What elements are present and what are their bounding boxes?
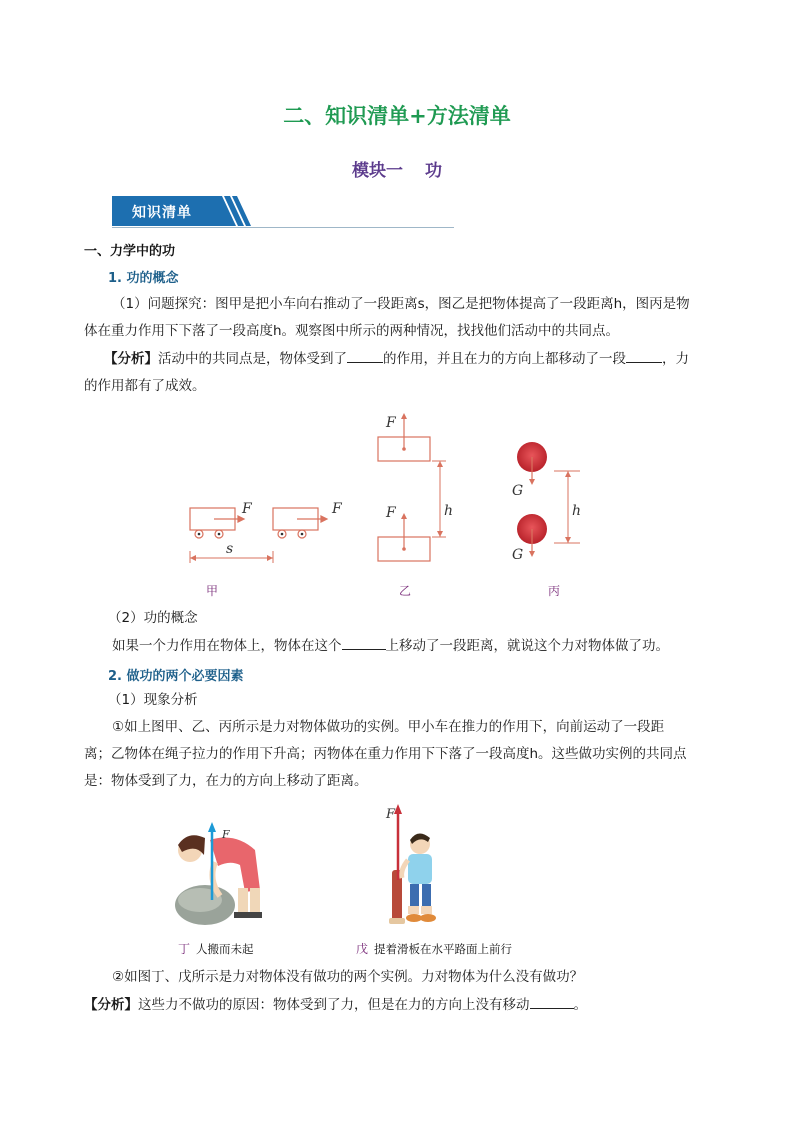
label-F-jia-2: F (332, 501, 342, 517)
blank-3 (342, 635, 386, 650)
section-heading: 一、力学中的功 (84, 244, 176, 259)
paragraph-work-definition (112, 633, 732, 660)
label-F-wu: F (386, 807, 396, 822)
label-G-1: G (512, 483, 524, 499)
analysis2-text-a: 这些力不做功的原因：物体受到了力，但是在力的方向上没有移动 (138, 997, 530, 1013)
analysis-text-a: 活动中的共同点是，物体受到了 (158, 351, 347, 367)
caption-yi: 乙 (399, 584, 412, 598)
blank-4 (530, 994, 574, 1009)
figure-jia-yi-bing (170, 405, 610, 605)
caption-wu-mark: 戊 (356, 942, 369, 956)
analysis-text-b: 的作用，并且在力的方向上都移动了一段 (383, 351, 626, 367)
definition-b: 上移动了一段距离，就说这个力对物体做了功。 (385, 638, 669, 654)
module-name: 功 (425, 161, 442, 181)
figure-ding-wu (160, 800, 580, 960)
analysis-line-2: 的作用都有了成效。 (84, 378, 206, 394)
caption-ding-mark: 丁 (178, 942, 191, 956)
label-F-yi-1: F (386, 415, 396, 431)
illustration-ding (175, 835, 262, 925)
paragraph-no-work: ②如图丁、戊所示是力对物体没有做功的两个实例。力对物体为什么没有做功？ (112, 969, 584, 985)
page-title: 二、知识清单+方法清单 (283, 104, 511, 128)
caption-wu-text: 提着滑板在水平路面上前行 (374, 942, 512, 956)
p1-line-3: 是：物体受到了力，在力的方向上移动了距离。 (84, 773, 368, 789)
paragraph-analysis-1 (84, 346, 724, 400)
label-s: s (226, 541, 234, 557)
paragraph-phenomenon (84, 714, 724, 795)
subheading-two-factors: 2. 做功的两个必要因素 (108, 669, 244, 684)
q2-heading: （2）功的概念 (108, 610, 198, 626)
subheading-work-concept: 1. 功的概念 (108, 271, 179, 286)
caption-jia: 甲 (206, 584, 219, 598)
module-title (0, 156, 794, 181)
paragraph-analysis-2 (84, 992, 724, 1019)
label-h-yi: h (444, 503, 454, 519)
label-F-ding: F (222, 828, 230, 841)
label-F-jia-1: F (242, 501, 252, 517)
illustration-wu (389, 833, 436, 924)
definition-a: 如果一个力作用在物体上，物体在这个 (112, 638, 342, 654)
p1-line-2: 离；乙物体在绳子拉力的作用下升高；丙物体在重力作用下下落了一段高度h。这些做功实例的共同点 (84, 746, 687, 762)
blank-2 (626, 348, 662, 363)
paragraph-question-1 (84, 291, 724, 345)
label-F-yi-2: F (386, 505, 396, 521)
caption-ding-text: 人搬而未起 (196, 942, 254, 956)
analysis-text-c: ，力 (662, 351, 689, 367)
blank-1 (347, 348, 383, 363)
analysis2-text-b: 。 (573, 997, 587, 1013)
banner-label: 知识清单 (132, 205, 192, 221)
banner-underline (112, 227, 454, 228)
q1-line-1: （1）问题探究：图甲是把小车向右推动了一段距离s，图乙是把物体提高了一段距离h，图丙是物 (112, 296, 690, 312)
label-G-2: G (512, 547, 524, 563)
module-prefix: 模块一 (352, 161, 403, 181)
analysis-tag: 【分析】 (104, 351, 158, 367)
p1-line-1: ①如上图甲、乙、丙所示是力对物体做功的实例。甲小车在推力的作用下，向前运动了一段距 (112, 719, 665, 735)
caption-bing: 丙 (548, 584, 561, 598)
analysis-tag-2: 【分析】 (84, 997, 138, 1013)
phenomenon-heading: （1）现象分析 (108, 692, 198, 708)
label-h-bing: h (572, 503, 582, 519)
q1-line-2: 体在重力作用下下落了一段高度h。观察图中所示的两种情况，找找他们活动中的共同点。 (84, 323, 620, 339)
